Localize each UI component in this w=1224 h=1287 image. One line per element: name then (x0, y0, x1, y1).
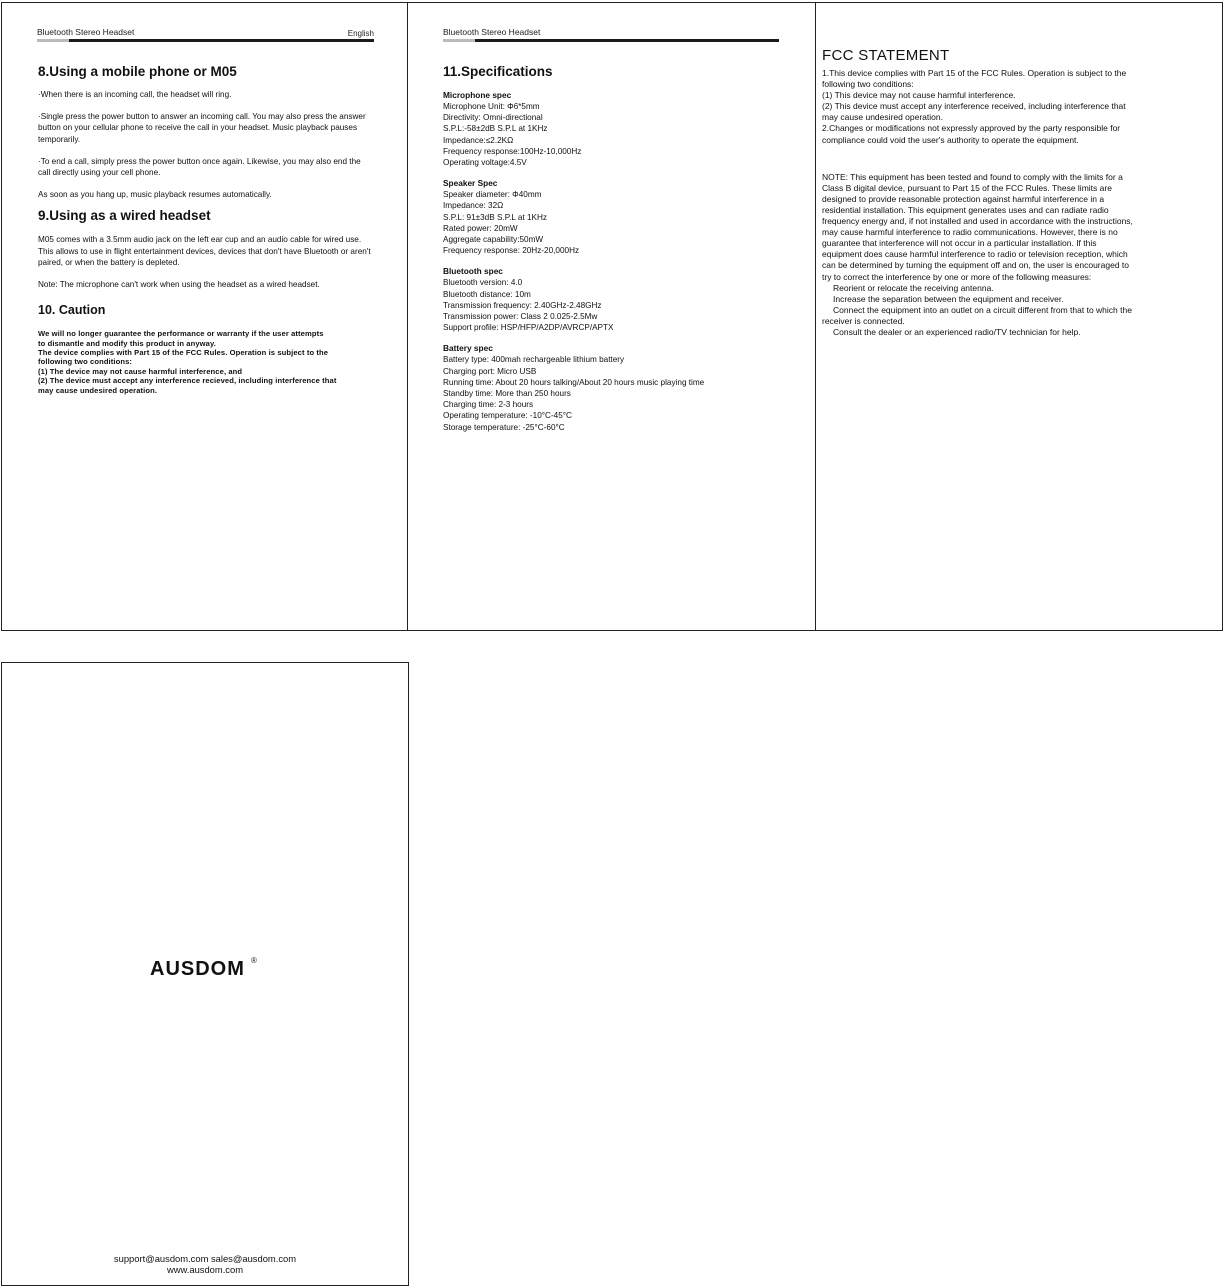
fcc-text-line: compliance could void the user's authority to operate the equipment. (822, 134, 1079, 145)
fcc-text-line: (1) This device may not cause harmful interference. (822, 90, 1016, 101)
spec-heading: Battery spec (443, 343, 493, 354)
fcc-text-line: 1.This device complies with Part 15 of the FCC Rules. Operation is subject to the (822, 68, 1127, 78)
s9-paragraph: Note: The microphone can't work when using the headset as a wired headset. (38, 280, 320, 290)
spec-group (443, 343, 811, 432)
section-10-title: 10. Caution (38, 303, 106, 318)
fcc-text-line: may cause harmful interference to radio communications. However, there is no (822, 227, 1118, 238)
fcc-text-line: frequency energy and, if not installed and used in accordance with the instructions, (822, 216, 1133, 227)
manual-back-cover (1, 662, 409, 1286)
spec-line: Support profile: HSP/HFP/A2DP/AVRCP/APTX (443, 323, 614, 333)
s8-paragraph: ·Single press the power button to answer an incoming call. You may also press the answer button on your cellular phone to receive the call in your headset. Music playback pauses temporarily. (38, 112, 366, 144)
s8-paragraph: ·To end a call, simply press the power button once again. Likewise, you may also end the call directly using your cell phone. (38, 156, 361, 178)
header-title: Bluetooth Stereo Headset (37, 27, 135, 37)
caution-line: The device complies with Part 15 of the FCC Rules. Operation is subject to the (38, 348, 329, 358)
fcc-text-line: designed to provide reasonable protection against harmful interference in a (822, 193, 1105, 204)
spec-line: Frequency response:100Hz-10,000Hz (443, 146, 582, 156)
fcc-text-line: equipment does cause harmful interference to radio or television reception, which (822, 249, 1128, 260)
registered-mark: ® (251, 956, 257, 965)
contact-website: www.ausdom.com (166, 1264, 244, 1275)
logo-wordmark: AUSDOM (150, 958, 245, 980)
spec-line: Impedance:≤2.2KΩ (443, 135, 514, 145)
spec-line: Directivity: Omni-directional (443, 113, 543, 123)
page-header (37, 27, 374, 43)
s8-paragraph: ·When there is an incoming call, the headset will ring. (38, 90, 232, 99)
spec-heading: Speaker Spec (443, 178, 498, 189)
fcc-text-line: may cause undesired operation. (822, 112, 943, 123)
spec-line: Charging time: 2-3 hours (443, 400, 534, 410)
caution-line: (1) The device may not cause harmful interference, and (38, 366, 243, 376)
spec-line: Rated power: 20mW (443, 223, 518, 233)
spec-line: Microphone Unit: Φ6*5mm (443, 102, 540, 111)
header-title: Bluetooth Stereo Headset (443, 27, 541, 37)
spec-group (443, 90, 811, 168)
spec-heading: Microphone spec (443, 90, 512, 100)
spec-line: S.P.L:-58±2dB S.P.L at 1KHz (443, 124, 548, 134)
fcc-measure-continued: receiver is connected. (822, 315, 905, 326)
fcc-text-line: can be determined by turning the equipment off and on, the user is encouraged to (822, 260, 1129, 271)
fcc-measure: Reorient or relocate the receiving antenna. (833, 282, 994, 293)
fcc-text-line: Class B digital device, pursuant to Part 15 of the FCC Rules. These limits are (822, 182, 1112, 193)
s8-paragraph: As soon as you hang up, music playback resumes automatically. (38, 190, 272, 200)
fcc-text-line: guarantee that interference will not occur in a particular installation. If this (822, 238, 1097, 249)
spec-line: Speaker diameter: Φ40mm (443, 190, 542, 200)
spec-line: Battery type: 400mah rechargeable lithium battery (443, 355, 625, 365)
spec-line: S.P.L: 91±3dB S.P.L at 1KHz (443, 212, 548, 222)
spec-line: Frequency response: 20Hz-20,000Hz (443, 246, 580, 256)
fcc-measure: Increase the separation between the equipment and receiver. (833, 293, 1064, 304)
fcc-text-line: residential installation. This equipment generates uses and can radiate radio (822, 204, 1109, 215)
page-header (443, 27, 779, 43)
fcc-text-line: 2.Changes or modifications not expressly approved by the party responsible for (822, 123, 1121, 134)
caution-line: may cause undesired operation. (38, 385, 158, 395)
ausdom-logo (150, 953, 260, 983)
spec-line: Operating temperature: -10°C-45°C (443, 411, 572, 421)
fcc-title: FCC STATEMENT (822, 47, 950, 64)
spec-group (443, 266, 811, 333)
spec-line: Aggregate capability:50mW (443, 235, 544, 245)
header-language: English (347, 29, 374, 38)
caution-line: We will no longer guarantee the performance or warranty if the user attempts (38, 329, 324, 339)
contact-info (2, 1253, 408, 1275)
spec-line: Bluetooth version: 4.0 (443, 278, 523, 288)
contact-emails: support@ausdom.com sales@ausdom.com (113, 1253, 297, 1264)
header-rule (443, 39, 779, 42)
spec-line: Transmission power: Class 2 0.025-2.5Mw (443, 312, 598, 322)
caution-line: (2) The device must accept any interference recieved, including interference that (38, 376, 337, 386)
fcc-measure: Consult the dealer or an experienced radio/TV technician for help. (833, 326, 1081, 337)
section-8-title: 8.Using a mobile phone or M05 (38, 64, 237, 79)
fcc-text-line: NOTE: This equipment has been tested and found to comply with the limits for a (822, 171, 1123, 182)
fcc-measure: Connect the equipment into an outlet on a circuit different from that to which the (833, 304, 1132, 315)
manual-page-fcc (815, 2, 1223, 631)
header-rule (37, 39, 374, 42)
specifications-title: 11.Specifications (443, 64, 553, 79)
manual-page-usage (1, 2, 409, 631)
fcc-text-line: try to correct the interference by one or more of the following measures: (822, 271, 1092, 282)
spec-line: Charging port: Micro USB (443, 366, 537, 376)
fcc-text-line: (2) This device must accept any interference received, including interference that (822, 101, 1126, 112)
caution-line: following two conditions: (38, 357, 133, 367)
manual-page-specifications (407, 2, 816, 631)
spec-line: Running time: About 20 hours talking/About 20 hours music playing time (443, 377, 705, 387)
spec-line: Standby time: More than 250 hours (443, 389, 571, 399)
section-9-title: 9.Using as a wired headset (38, 208, 211, 224)
spec-group (443, 178, 811, 256)
spec-line: Transmission frequency: 2.40GHz-2.48GHz (443, 300, 602, 310)
spec-heading: Bluetooth spec (443, 266, 503, 277)
spec-line: Bluetooth distance: 10m (443, 289, 531, 299)
s9-paragraph: M05 comes with a 3.5mm audio jack on the left ear cup and an audio cable for wired use. This allows to use in flight entertainment devices, devices that don't have Bluetooth or aren't paired, or when the battery is depleted. (38, 235, 371, 267)
spec-line: Impedance: 32Ω (443, 201, 504, 211)
spec-line: Operating voltage:4.5V (443, 158, 527, 168)
spec-line: Storage temperature: -25°C-60°C (443, 422, 565, 432)
caution-line: to dismantle and modify this product in anyway. (38, 338, 216, 348)
spec-list (443, 90, 811, 433)
fcc-text-line: following two conditions: (822, 79, 914, 90)
